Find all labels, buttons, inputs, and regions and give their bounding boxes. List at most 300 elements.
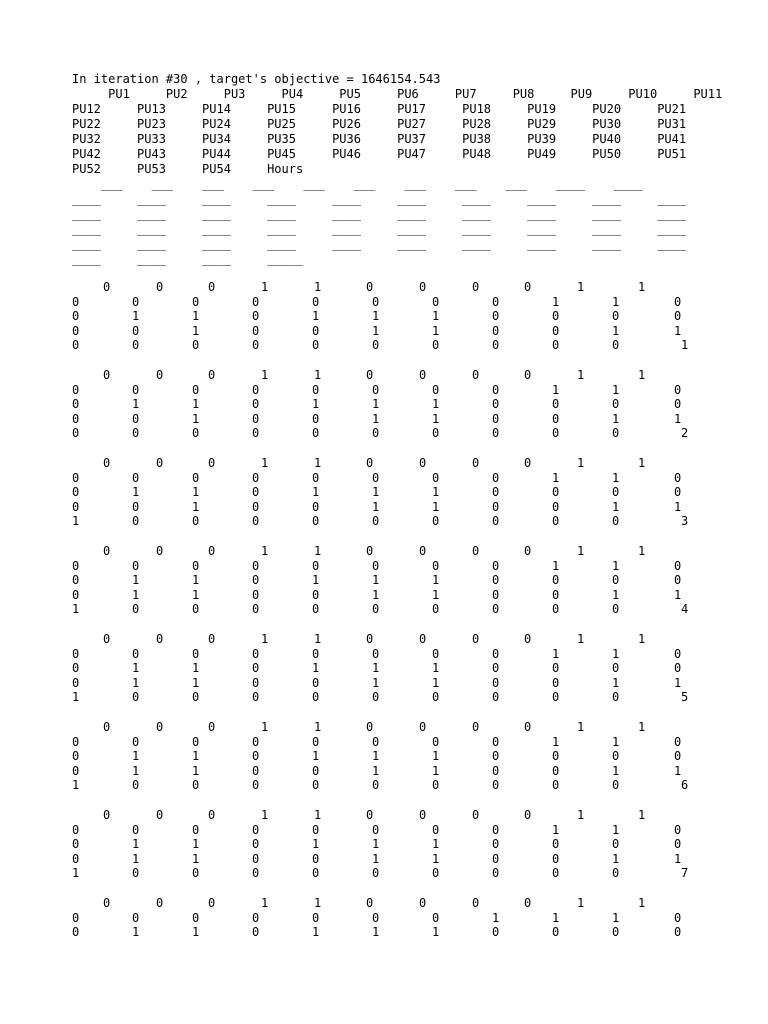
value-cell: 0	[432, 690, 440, 705]
value-cell: 0	[72, 470, 80, 485]
value-cell: 0	[372, 734, 380, 749]
value-cell: 0	[103, 280, 111, 294]
value-cell: 1	[552, 294, 560, 309]
value-cell: 0	[492, 763, 500, 778]
value-cell: 0	[252, 411, 260, 426]
value-cell: 0	[132, 646, 140, 661]
value-cell: 0	[132, 323, 140, 338]
value-cell: 1	[132, 397, 140, 412]
value-cell: 0	[492, 587, 500, 602]
value-cell: 0	[72, 558, 80, 573]
value-cell: 0	[432, 734, 440, 749]
value-cell: 1	[261, 632, 269, 646]
value-cell: 0	[492, 837, 500, 852]
value-cell: 0	[72, 382, 80, 397]
value-cell: 0	[492, 866, 500, 881]
value-cell: 0	[552, 778, 560, 793]
value-cell: 0	[366, 896, 374, 910]
value-cell: 0	[492, 382, 500, 397]
underline-row: ____ ____ ____ ____ ____ ____ ____ ____ ____ ____	[72, 207, 687, 221]
value-cell: 0	[72, 485, 80, 500]
value-cell: 1	[432, 925, 440, 940]
value-cell: 0	[612, 485, 620, 500]
value-cell: 1	[372, 837, 380, 852]
value-cell: 0	[472, 280, 480, 294]
value-cell: 0	[192, 778, 200, 793]
value-cell: 1	[552, 734, 560, 749]
value-cell: 0	[312, 587, 320, 602]
value-cell: 0	[372, 778, 380, 793]
value-cell: 0	[372, 558, 380, 573]
value-cell: 0	[72, 411, 80, 426]
value-cell: 0	[252, 602, 260, 617]
value-cell: 0	[252, 485, 260, 500]
value-cell: 0	[524, 632, 532, 646]
value-cell: 0	[208, 368, 216, 382]
value-cell: 0	[72, 646, 80, 661]
value-cell: 1	[192, 851, 200, 866]
value-cell: 0	[132, 411, 140, 426]
value-cell: 1	[192, 587, 200, 602]
value-cell: 1	[312, 749, 320, 764]
value-cell: 0	[312, 822, 320, 837]
value-cell: 0	[552, 514, 560, 529]
value-cell: 1	[638, 280, 646, 294]
value-cell: 1	[612, 763, 620, 778]
value-cell: 1	[674, 411, 682, 426]
value-cell: 0	[132, 338, 140, 353]
value-cell: 0	[432, 866, 440, 881]
value-cell: 0	[252, 734, 260, 749]
value-cell: 0	[132, 778, 140, 793]
value-cell: 0	[366, 720, 374, 734]
value-cell: 1	[432, 411, 440, 426]
value-cell: 1	[372, 309, 380, 324]
value-cell: 0	[132, 499, 140, 514]
value-cell: 0	[492, 675, 500, 690]
value-cell: 1	[312, 309, 320, 324]
header-row: PU52 PU53 PU54 Hours	[72, 162, 304, 176]
value-cell: 0	[208, 456, 216, 470]
value-cell: 0	[72, 910, 80, 925]
value-cell: 1	[132, 749, 140, 764]
value-cell: 1	[372, 749, 380, 764]
value-cell: 0	[674, 294, 682, 309]
value-cell: 0	[252, 499, 260, 514]
value-cell: 1	[72, 602, 80, 617]
value-cell: 0	[492, 661, 500, 676]
value-cell: 1	[72, 690, 80, 705]
value-cell: 1	[492, 910, 500, 925]
value-cell: 0	[192, 338, 200, 353]
value-cell: 0	[419, 808, 427, 822]
value-cell: 0	[252, 382, 260, 397]
value-cell: 0	[72, 323, 80, 338]
value-cell: 0	[552, 749, 560, 764]
value-cell: 0	[312, 763, 320, 778]
value-cell: 0	[132, 734, 140, 749]
value-cell: 1	[638, 720, 646, 734]
value-cell: 0	[492, 294, 500, 309]
value-cell: 0	[492, 778, 500, 793]
value-cell: 0	[252, 822, 260, 837]
value-cell: 0	[252, 573, 260, 588]
value-cell: 0	[612, 925, 620, 940]
value-cell: 1	[314, 456, 322, 470]
value-cell: 1	[261, 808, 269, 822]
value-cell: 1	[577, 720, 585, 734]
value-cell: 1	[432, 749, 440, 764]
value-cell: 1	[261, 280, 269, 294]
value-cell: 0	[674, 822, 682, 837]
value-cell: 0	[156, 544, 164, 558]
value-cell: 0	[492, 646, 500, 661]
value-cell: 0	[419, 368, 427, 382]
value-cell: 1	[261, 456, 269, 470]
value-cell: 1	[577, 544, 585, 558]
value-cell: 0	[674, 470, 682, 485]
value-cell: 0	[132, 866, 140, 881]
value-cell: 0	[372, 690, 380, 705]
value-cell: 0	[612, 661, 620, 676]
value-cell: 0	[432, 778, 440, 793]
value-cell: 0	[492, 470, 500, 485]
value-cell: 0	[252, 514, 260, 529]
value-cell: 1	[612, 499, 620, 514]
value-cell: 1	[132, 587, 140, 602]
value-cell: 0	[472, 456, 480, 470]
value-cell: 0	[674, 837, 682, 852]
value-cell: 0	[312, 866, 320, 881]
value-cell: 1	[192, 675, 200, 690]
value-cell: 1	[132, 925, 140, 940]
value-cell: 0	[312, 675, 320, 690]
value-cell: 3	[681, 514, 689, 529]
value-cell: 0	[192, 690, 200, 705]
value-cell: 1	[132, 573, 140, 588]
value-cell: 0	[432, 338, 440, 353]
value-cell: 0	[552, 763, 560, 778]
value-cell: 0	[312, 851, 320, 866]
value-cell: 0	[312, 602, 320, 617]
value-cell: 0	[432, 426, 440, 441]
value-cell: 0	[612, 397, 620, 412]
value-cell: 0	[612, 514, 620, 529]
value-cell: 0	[372, 294, 380, 309]
value-cell: 0	[72, 734, 80, 749]
value-cell: 0	[552, 851, 560, 866]
value-cell: 1	[132, 309, 140, 324]
value-cell: 1	[372, 851, 380, 866]
value-cell: 0	[612, 573, 620, 588]
value-cell: 0	[372, 514, 380, 529]
value-cell: 1	[261, 720, 269, 734]
value-cell: 0	[312, 323, 320, 338]
value-cell: 0	[372, 338, 380, 353]
header-row: PU1 PU2 PU3 PU4 PU5 PU6 PU7 PU8 PU9 PU10 PU11	[72, 87, 723, 101]
value-cell: 0	[372, 822, 380, 837]
value-cell: 0	[252, 397, 260, 412]
value-cell: 5	[681, 690, 689, 705]
value-cell: 0	[72, 675, 80, 690]
value-cell: 0	[366, 456, 374, 470]
value-cell: 0	[72, 661, 80, 676]
value-cell: 0	[612, 749, 620, 764]
value-cell: 0	[72, 309, 80, 324]
value-cell: 1	[432, 763, 440, 778]
value-cell: 0	[552, 690, 560, 705]
value-cell: 0	[552, 485, 560, 500]
value-cell: 1	[314, 632, 322, 646]
value-cell: 1	[681, 338, 689, 353]
value-cell: 0	[372, 910, 380, 925]
value-cell: 0	[432, 470, 440, 485]
value-cell: 7	[681, 866, 689, 881]
underline-row: ____ ____ ____ _____	[72, 252, 304, 266]
value-cell: 1	[577, 456, 585, 470]
value-cell: 0	[366, 632, 374, 646]
value-cell: 0	[132, 426, 140, 441]
value-cell: 0	[492, 602, 500, 617]
value-cell: 1	[638, 896, 646, 910]
value-cell: 0	[492, 323, 500, 338]
value-cell: 1	[552, 382, 560, 397]
value-cell: 0	[492, 499, 500, 514]
value-cell: 0	[492, 397, 500, 412]
value-cell: 0	[612, 866, 620, 881]
value-cell: 0	[192, 602, 200, 617]
value-cell: 0	[552, 411, 560, 426]
value-cell: 0	[372, 426, 380, 441]
value-cell: 1	[612, 910, 620, 925]
value-cell: 0	[252, 661, 260, 676]
value-cell: 1	[132, 837, 140, 852]
value-cell: 0	[192, 470, 200, 485]
value-cell: 0	[192, 382, 200, 397]
value-cell: 0	[552, 338, 560, 353]
value-cell: 0	[132, 470, 140, 485]
value-cell: 1	[638, 632, 646, 646]
value-cell: 1	[638, 456, 646, 470]
value-cell: 0	[252, 749, 260, 764]
value-cell: 0	[103, 544, 111, 558]
value-cell: 1	[612, 646, 620, 661]
value-cell: 0	[312, 338, 320, 353]
value-cell: 1	[674, 675, 682, 690]
value-cell: 0	[674, 309, 682, 324]
value-cell: 0	[552, 397, 560, 412]
value-cell: 0	[72, 763, 80, 778]
value-cell: 0	[156, 368, 164, 382]
value-cell: 1	[612, 323, 620, 338]
value-cell: 0	[156, 720, 164, 734]
value-cell: 0	[312, 778, 320, 793]
value-cell: 1	[192, 309, 200, 324]
value-cell: 1	[132, 675, 140, 690]
value-cell: 1	[372, 661, 380, 676]
value-cell: 1	[261, 544, 269, 558]
value-cell: 0	[156, 280, 164, 294]
value-cell: 0	[472, 808, 480, 822]
value-cell: 0	[252, 837, 260, 852]
value-cell: 0	[103, 720, 111, 734]
value-cell: 0	[156, 896, 164, 910]
value-cell: 1	[552, 822, 560, 837]
value-cell: 0	[252, 587, 260, 602]
value-cell: 0	[432, 558, 440, 573]
value-cell: 0	[674, 558, 682, 573]
value-cell: 0	[72, 925, 80, 940]
value-cell: 0	[432, 646, 440, 661]
value-cell: 1	[612, 382, 620, 397]
value-cell: 0	[366, 368, 374, 382]
value-cell: 1	[372, 397, 380, 412]
value-cell: 0	[372, 470, 380, 485]
value-cell: 0	[208, 896, 216, 910]
value-cell: 1	[312, 573, 320, 588]
value-cell: 1	[674, 851, 682, 866]
underline-row: ___ ___ ___ ___ ___ ___ ___ ___ ___ ____ ____	[72, 177, 643, 191]
value-cell: 1	[192, 763, 200, 778]
value-cell: 0	[612, 309, 620, 324]
value-cell: 0	[432, 294, 440, 309]
underline-row: ____ ____ ____ ____ ____ ____ ____ ____ ____ ____	[72, 222, 687, 236]
value-cell: 0	[208, 632, 216, 646]
value-cell: 1	[372, 411, 380, 426]
value-cell: 0	[419, 632, 427, 646]
value-cell: 1	[372, 573, 380, 588]
value-cell: 0	[432, 602, 440, 617]
value-cell: 4	[681, 602, 689, 617]
value-cell: 0	[419, 280, 427, 294]
value-cell: 0	[103, 808, 111, 822]
value-cell: 0	[252, 851, 260, 866]
value-cell: 1	[432, 397, 440, 412]
value-cell: 1	[72, 866, 80, 881]
value-cell: 0	[72, 822, 80, 837]
value-cell: 1	[372, 763, 380, 778]
value-cell: 0	[312, 910, 320, 925]
header-row: PU12 PU13 PU14 PU15 PU16 PU17 PU18 PU19 PU20 PU21	[72, 102, 687, 116]
value-cell: 1	[577, 896, 585, 910]
value-cell: 1	[432, 851, 440, 866]
value-cell: 0	[674, 485, 682, 500]
value-cell: 0	[132, 910, 140, 925]
value-cell: 1	[192, 837, 200, 852]
value-cell: 0	[208, 808, 216, 822]
value-cell: 1	[192, 397, 200, 412]
value-cell: 0	[156, 808, 164, 822]
value-cell: 1	[372, 587, 380, 602]
value-cell: 1	[132, 851, 140, 866]
value-cell: 0	[252, 309, 260, 324]
value-cell: 1	[432, 309, 440, 324]
value-cell: 0	[103, 456, 111, 470]
value-cell: 0	[132, 558, 140, 573]
value-cell: 1	[612, 294, 620, 309]
value-cell: 0	[524, 368, 532, 382]
value-cell: 0	[419, 456, 427, 470]
value-cell: 0	[312, 294, 320, 309]
value-cell: 0	[492, 558, 500, 573]
value-cell: 0	[252, 925, 260, 940]
value-cell: 0	[674, 661, 682, 676]
value-cell: 0	[674, 749, 682, 764]
value-cell: 1	[261, 896, 269, 910]
iteration-heading: In iteration #30 , target's objective = 1646154.543	[72, 72, 441, 86]
value-cell: 0	[552, 661, 560, 676]
value-cell: 1	[552, 470, 560, 485]
value-cell: 1	[132, 485, 140, 500]
value-cell: 0	[492, 925, 500, 940]
value-cell: 0	[552, 573, 560, 588]
value-cell: 0	[208, 544, 216, 558]
value-cell: 1	[192, 411, 200, 426]
value-cell: 0	[524, 544, 532, 558]
value-cell: 1	[312, 925, 320, 940]
value-cell: 1	[638, 544, 646, 558]
value-cell: 0	[492, 411, 500, 426]
value-cell: 0	[372, 382, 380, 397]
value-cell: 0	[252, 338, 260, 353]
value-cell: 0	[552, 925, 560, 940]
value-cell: 0	[372, 646, 380, 661]
value-cell: 0	[103, 368, 111, 382]
value-cell: 1	[192, 499, 200, 514]
value-cell: 0	[419, 720, 427, 734]
value-cell: 0	[252, 778, 260, 793]
value-cell: 0	[252, 426, 260, 441]
value-cell: 0	[674, 646, 682, 661]
underline-row: ____ ____ ____ ____ ____ ____ ____ ____ ____ ____	[72, 237, 687, 251]
value-cell: 0	[674, 573, 682, 588]
value-cell: 1	[261, 368, 269, 382]
value-cell: 0	[524, 456, 532, 470]
value-cell: 0	[72, 587, 80, 602]
value-cell: 0	[312, 646, 320, 661]
value-cell: 1	[432, 485, 440, 500]
value-cell: 0	[552, 602, 560, 617]
value-cell: 0	[492, 309, 500, 324]
value-cell: 1	[314, 720, 322, 734]
value-cell: 0	[612, 602, 620, 617]
value-cell: 0	[132, 514, 140, 529]
value-cell: 0	[192, 294, 200, 309]
value-cell: 0	[72, 426, 80, 441]
value-cell: 1	[638, 808, 646, 822]
value-cell: 0	[312, 470, 320, 485]
value-cell: 0	[312, 411, 320, 426]
value-cell: 0	[156, 456, 164, 470]
value-cell: 1	[72, 778, 80, 793]
value-cell: 0	[156, 632, 164, 646]
value-cell: 0	[72, 294, 80, 309]
value-cell: 1	[552, 646, 560, 661]
value-cell: 1	[577, 808, 585, 822]
value-cell: 0	[72, 397, 80, 412]
value-cell: 0	[312, 426, 320, 441]
value-cell: 0	[432, 910, 440, 925]
value-cell: 1	[314, 280, 322, 294]
value-cell: 0	[492, 514, 500, 529]
header-row: PU32 PU33 PU34 PU35 PU36 PU37 PU38 PU39 PU40 PU41	[72, 132, 687, 146]
value-cell: 0	[372, 602, 380, 617]
value-cell: 0	[492, 690, 500, 705]
value-cell: 0	[132, 690, 140, 705]
value-cell: 0	[192, 910, 200, 925]
value-cell: 0	[132, 294, 140, 309]
value-cell: 1	[372, 485, 380, 500]
